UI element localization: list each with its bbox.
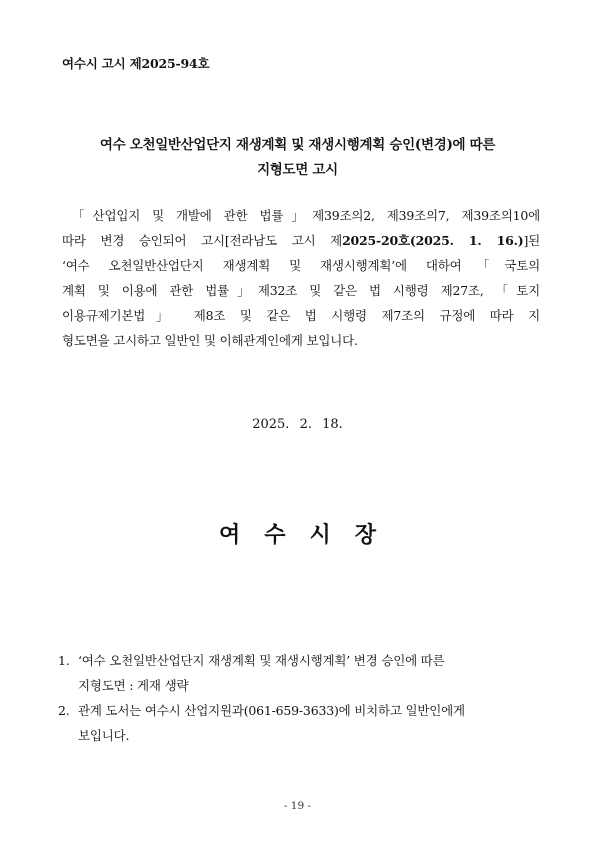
body-line-2-text: 따라 변경 승인되어 고시[전라남도 고시 제 <box>62 233 343 248</box>
body-line-2-suffix: ]된 <box>523 233 540 248</box>
note-number: 2. <box>58 703 70 718</box>
body-line-6: 형도면을 고시하고 일반인 및 이해관계인에게 보입니다. <box>62 333 358 348</box>
body-line-1: 「산업입지 및 개발에 관한 법률」제39조의2, 제39조의7, 제39조의10에 <box>72 208 540 223</box>
body-line-4: 계획 및 이용에 관한 법률」제32조 및 같은 법 시행령 제27조, 「토지 <box>62 283 540 298</box>
page-number: - 19 - <box>283 800 312 812</box>
body-line-2 <box>62 228 540 253</box>
notice-date: 2025. 2. 18. <box>252 417 343 432</box>
note-line: ‘여수 오천일반산업단지 재생계획 및 재생시행계획’ 변경 승인에 따른 <box>78 653 445 668</box>
notice-title-line2: 지형도면 고시 <box>257 162 338 178</box>
note-line: 보입니다. <box>78 728 130 743</box>
note-line: 지형도면 : 게재 생략 <box>78 678 189 693</box>
body-line-3: ‘여수 오천일반산업단지 재생계획 및 재생시행계획’에 대하여「국토의 <box>62 258 540 273</box>
note-line: 관계 도서는 여수시 산업지원과(061-659-3633)에 비치하고 일반인에게 <box>78 703 465 718</box>
signer-title: 여수시장 <box>218 522 400 548</box>
note-number: 1. <box>58 653 70 668</box>
note-item <box>58 648 544 698</box>
notice-body <box>62 203 540 353</box>
notes-list <box>58 648 544 748</box>
notice-title-line1: 여수 오천일반산업단지 재생계획 및 재생시행계획 승인(변경)에 따른 <box>99 137 496 153</box>
note-body <box>78 698 465 748</box>
notice-number: 여수시 고시 제2025-94호 <box>62 56 210 71</box>
provincial-notice-reference: 2025-20호(2025. 1. 16.) <box>342 233 524 248</box>
note-body <box>78 648 444 698</box>
note-item <box>58 698 544 748</box>
body-line-5: 이용규제기본법」 제8조 및 같은 법 시행령 제7조의 규정에 따라 지 <box>62 308 540 323</box>
